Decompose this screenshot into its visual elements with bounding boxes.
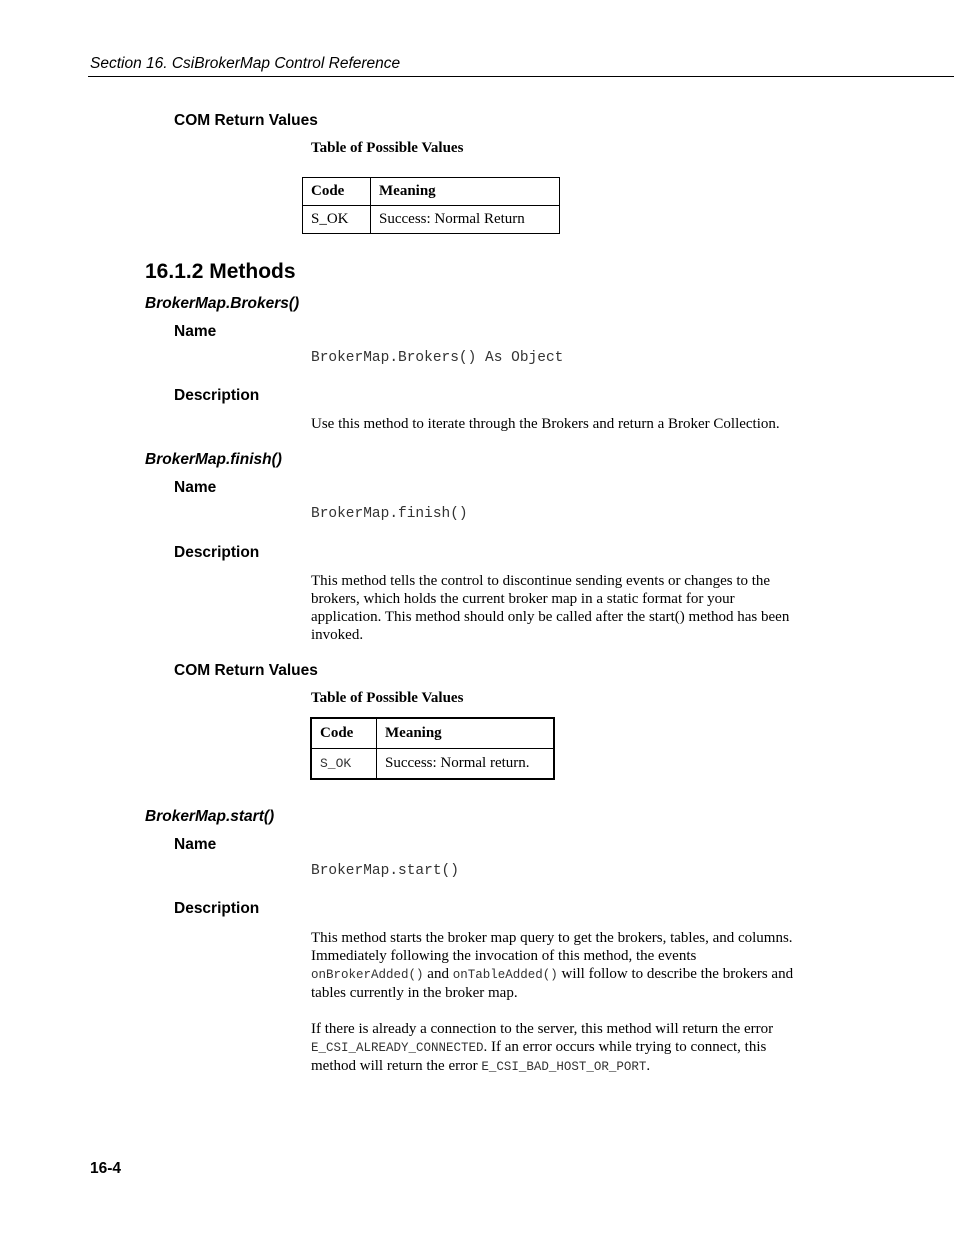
description-text: Use this method to iterate through the Brokers and return a Broker Collection.: [311, 416, 780, 432]
description-heading: Description: [174, 544, 260, 561]
description-heading: Description: [174, 387, 260, 404]
description-text: This method tells the control to discontinue sending events or changes to the brokers, which holds the current broker map in a static format for your application. This method should only be called after the start() method has been invoked.: [311, 573, 790, 643]
error-code: E_CSI_ALREADY_CONNECTED: [311, 1041, 484, 1055]
running-header: Section 16. CsiBrokerMap Control Reference: [90, 55, 401, 72]
description-paragraph: [311, 1020, 811, 1076]
name-heading: Name: [174, 836, 217, 853]
return-values-table: [302, 177, 560, 234]
table-caption: Table of Possible Values: [311, 140, 464, 156]
event-name-code: onTableAdded(): [452, 968, 558, 982]
table-header-cell: Meaning: [371, 178, 560, 206]
table-header-cell: Meaning: [377, 718, 555, 749]
table-header-cell: Code: [311, 718, 377, 749]
paragraph-text: .: [646, 1058, 651, 1074]
description-heading: Description: [174, 900, 260, 917]
method-title-finish: BrokerMap.finish(): [145, 451, 282, 468]
section-title: 16.1.2 Methods: [145, 260, 296, 283]
method-title-brokers: BrokerMap.Brokers(): [145, 295, 300, 312]
table-header-cell: Code: [303, 178, 371, 206]
table-header-row: [311, 718, 554, 749]
name-heading: Name: [174, 479, 217, 496]
return-values-table: [310, 717, 555, 780]
table-cell: Success: Normal Return: [371, 206, 560, 234]
table-row: [311, 749, 554, 780]
com-return-values-heading: COM Return Values: [174, 662, 318, 679]
table-caption: Table of Possible Values: [311, 690, 464, 706]
name-heading: Name: [174, 323, 217, 340]
com-return-values-heading: COM Return Values: [174, 112, 318, 129]
paragraph-text: and: [423, 966, 453, 982]
table-cell: S_OK: [311, 749, 377, 780]
page-number: 16-4: [90, 1160, 122, 1177]
table-header-row: [303, 178, 560, 206]
error-code: E_CSI_BAD_HOST_OR_PORT: [481, 1060, 647, 1074]
method-title-start: BrokerMap.start(): [145, 808, 275, 825]
table-cell: Success: Normal return.: [377, 749, 555, 780]
paragraph-text: If there is already a connection to the server, this method will return the error: [311, 1021, 774, 1037]
paragraph-text: . If an error occurs while trying to connect, this method will return the error: [311, 1039, 767, 1074]
event-name-code: onBrokerAdded(): [311, 968, 424, 982]
table-row: [303, 206, 560, 234]
method-signature: BrokerMap.Brokers() As Object: [311, 350, 564, 366]
table-cell: S_OK: [303, 206, 371, 234]
paragraph-text: This method starts the broker map query to get the brokers, tables, and columns. Immediately following the invocation of this method, the events: [311, 930, 793, 964]
paragraph-text: will follow to describe the brokers and tables currently in the broker map.: [311, 966, 794, 1001]
method-signature: BrokerMap.start(): [311, 863, 459, 879]
description-paragraph: [311, 929, 811, 1002]
header-rule: [88, 76, 954, 77]
method-signature: BrokerMap.finish(): [311, 506, 468, 522]
